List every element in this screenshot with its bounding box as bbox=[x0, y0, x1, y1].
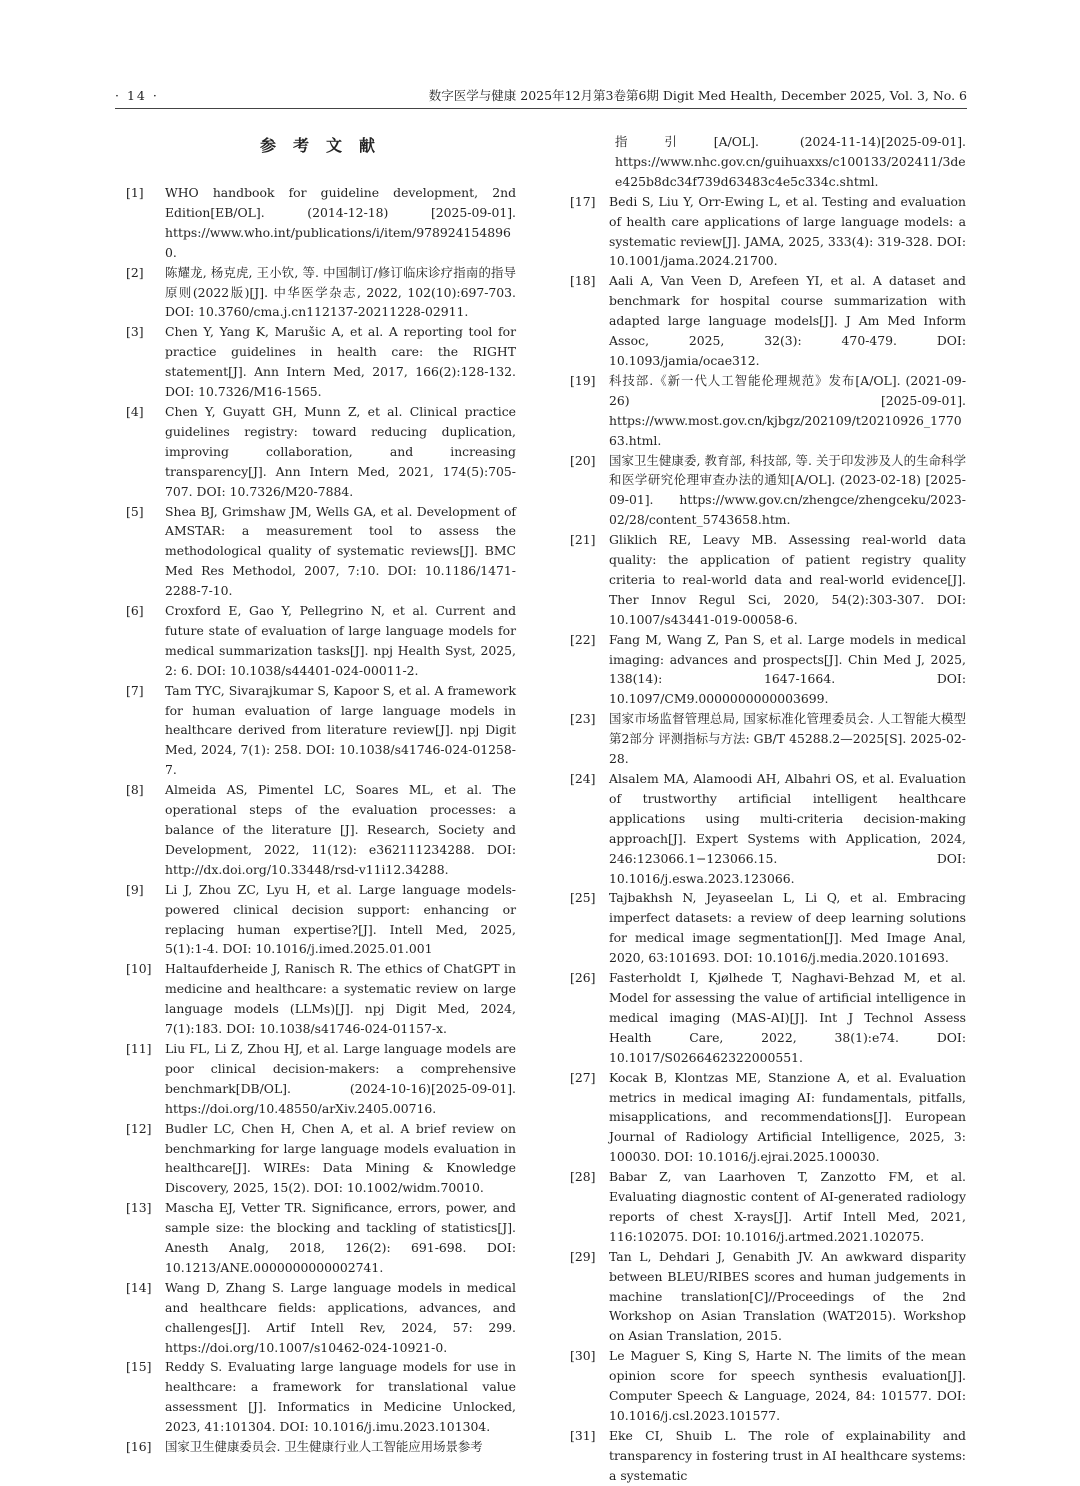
reference-number: [14] bbox=[126, 1279, 152, 1295]
reference-number: [10] bbox=[126, 961, 152, 977]
reference-text: Eke CI, Shuib L. The role of explainability and transparency in fostering trust in AI healthcare systems: a systematic bbox=[609, 1427, 966, 1483]
reference-item bbox=[126, 263, 516, 323]
reference-text: Bedi S, Liu Y, Orr-Ewing L, et al. Testing and evaluation of health care applications of large language models: a systematic review[J]. JAMA, 2025, 333(4): 319-328. DOI: 10.1001/jama.2024.21700. bbox=[609, 193, 966, 269]
reference-item bbox=[126, 601, 516, 681]
reference-text: Gliklich RE, Leavy MB. Assessing real-world data quality: the application of patient registry quality criteria to real-world data and real-world evidence[J]. Ther Innov Regul Sci, 2020, 54(2):303-307. DOI: 10.1007/s43441-019-00058-6. bbox=[609, 532, 966, 627]
reference-text: Tan L, Dehdari J, Genabith JV. An awkward disparity between BLEU/RIBES scores and human judgements in machine translation[C]//Proceedings of the 2nd Workshop on Asian Translation (WAT2015). Workshop on Asian Translation, 2015. bbox=[609, 1248, 966, 1344]
reference-number: [9] bbox=[126, 881, 144, 897]
reference-list-left bbox=[126, 183, 516, 1457]
reference-number: [21] bbox=[570, 532, 596, 548]
reference-item bbox=[570, 371, 966, 451]
left-column bbox=[126, 132, 516, 1457]
reference-item bbox=[126, 1278, 516, 1358]
section-title: 参考文献 bbox=[259, 136, 392, 155]
reference-item bbox=[126, 322, 516, 402]
reference-list-right bbox=[570, 192, 966, 1486]
reference-item bbox=[570, 630, 966, 710]
reference-item bbox=[126, 1198, 516, 1278]
reference-number: [2] bbox=[126, 264, 144, 280]
reference-item bbox=[570, 1247, 966, 1347]
reference-text: Fang M, Wang Z, Pan S, et al. Large models in medical imaging: advances and prospects[J]. Chin Med J, 2025, 138(14): 1647-1664. DOI: 10.1097/CM9.0000000000003699. bbox=[609, 631, 966, 707]
reference-number: [30] bbox=[570, 1348, 596, 1364]
reference-text: Shea BJ, Grimshaw JM, Wells GA, et al. Development of AMSTAR: a measurement tool to assess the methodological quality of systematic reviews[J]. BMC Med Res Methodol, 2007, 7:10. DOI: 10.1186/1471-2288-7-10. bbox=[165, 503, 516, 599]
reference-item bbox=[126, 681, 516, 781]
reference-item bbox=[126, 402, 516, 502]
reference-number: [18] bbox=[570, 273, 596, 289]
reference-item bbox=[570, 968, 966, 1068]
reference-text: 陈耀龙, 杨克虎, 王小钦, 等. 中国制订/修订临床诊疗指南的指导原则(2022版)[J]. 中华医学杂志, 2022, 102(10):697-703. DOI: 10.3760/cma.j.cn112137-20211228-02911. bbox=[165, 264, 516, 320]
reference-item bbox=[570, 769, 966, 888]
reference-text: Mascha EJ, Vetter TR. Significance, errors, power, and sample size: the blocking and tackling of statistics[J]. Anesth Analg, 2018, 126(2): 691-698. DOI: 10.1213/ANE.0000000000002741. bbox=[165, 1200, 516, 1275]
reference-item bbox=[126, 780, 516, 880]
reference-item bbox=[570, 1167, 966, 1247]
reference-item bbox=[570, 192, 966, 272]
reference-item bbox=[570, 451, 966, 531]
reference-item bbox=[126, 502, 516, 602]
reference-number: [19] bbox=[570, 372, 596, 388]
reference-item bbox=[570, 1426, 966, 1486]
reference-number: [17] bbox=[570, 193, 596, 209]
reference-text: 国家卫生健康委, 教育部, 科技部, 等. 关于印发涉及人的生命科学和医学研究伦理审查办法的通知[A/OL]. (2023-02-18) [2025-09-01]. https://www.gov.cn/zhengce/zhengceku/2023-02/28/content_5743658.htm. bbox=[609, 452, 966, 528]
reference-text: 国家卫生健康委员会. 卫生健康行业人工智能应用场景参考 bbox=[165, 1439, 483, 1455]
reference-item bbox=[126, 1357, 516, 1437]
reference-item bbox=[126, 1039, 516, 1119]
reference-number: [4] bbox=[126, 403, 144, 419]
reference-text: Fasterholdt I, Kjølhede T, Naghavi-Behzad M, et al. Model for assessing the value of artificial intelligence in medical imaging (MAS-AI)[J]. Int J Technol Assess Health Care, 2022, 38(1):e74. DOI: 10.1017/S0266462322000551. bbox=[609, 970, 966, 1065]
journal-citation: 数字医学与健康 2025年12月第3卷第6期 Digit Med Health, December 2025, Vol. 3, No. 6 bbox=[428, 88, 967, 103]
reference-text: Haltaufderheide J, Ranisch R. The ethics of ChatGPT in medicine and healthcare: a systematic review on large language models (LLMs)[J]. npj Digit Med, 2024, 7(1):183. DOI: 10.1038/s41746-024-01157-x. bbox=[165, 961, 516, 1037]
reference-item bbox=[570, 271, 966, 371]
reference-text: Liu FL, Li Z, Zhou HJ, et al. Large language models are poor clinical decision-makers: a comprehensive benchmark[DB/OL]. (2024-10-16)[2025-09-01]. https://doi.org/10.48550/arXiv.2405.00716. bbox=[165, 1040, 516, 1116]
right-column bbox=[570, 132, 966, 1486]
reference-item bbox=[570, 709, 966, 769]
reference-number: [28] bbox=[570, 1169, 596, 1185]
reference-item bbox=[126, 959, 516, 1039]
reference-number: [5] bbox=[126, 503, 144, 519]
reference-number: [24] bbox=[570, 771, 596, 786]
reference-item bbox=[570, 1346, 966, 1426]
reference-number: [8] bbox=[126, 782, 144, 798]
page-number: · 14 · bbox=[115, 88, 159, 103]
reference-item bbox=[570, 888, 966, 968]
reference-text: Chen Y, Yang K, Marušic A, et al. A reporting tool for practice guidelines in health care: the RIGHT statement[J]. Ann Intern Med, 2017, 166(2):128-132. DOI: 10.7326/M16-1565. bbox=[165, 324, 516, 400]
reference-text: Tajbakhsh N, Jeyaseelan L, Li Q, et al. Embracing imperfect datasets: a review of deep learning solutions for medical image segmentation[J]. Med Image Anal, 2020, 63:101693. DOI: 10.1016/j.media.2020.101693. bbox=[609, 890, 966, 966]
reference-text: Li J, Zhou ZC, Lyu H, et al. Large language models-powered clinical decision support: enhancing or replacing human expertise?[J]. Intell Med, 2025, 5(1):1-4. DOI: 10.1016/j.imed.2025.01.001 bbox=[165, 881, 516, 957]
reference-text: Babar Z, van Laarhoven T, Zanzotto FM, et al. Evaluating diagnostic content of AI-generated radiology reports of chest X-rays[J]. Artif Intell Med, 2021, 116:102075. DOI: 10.1016/j.artmed.2021.102075. bbox=[609, 1169, 966, 1244]
reference-text: Budler LC, Chen H, Chen A, et al. A brief review on benchmarking for large language models evaluation in healthcare[J]. WIREs: Data Mining & Knowledge Discovery, 2025, 15(2). DOI: 10.1002/widm.70010. bbox=[165, 1120, 516, 1196]
reference-item bbox=[126, 880, 516, 960]
reference-item bbox=[570, 530, 966, 630]
reference-number: [27] bbox=[570, 1069, 596, 1085]
reference-item bbox=[570, 1068, 966, 1168]
reference-text: 国家市场监督管理总局, 国家标准化管理委员会. 人工智能大模型第2部分 评测指标与方法: GB/T 45288.2—2025[S]. 2025-02-28. bbox=[609, 711, 966, 767]
reference-text: Tam TYC, Sivarajkumar S, Kapoor S, et al. A framework for human evaluation of large language models in healthcare derived from literature review[J]. npj Digit Med, 2024, 7(1): 258. DOI: 10.1038/s41746-024-01258-7. bbox=[165, 682, 516, 778]
reference-number: [12] bbox=[126, 1120, 152, 1136]
reference-text: Almeida AS, Pimentel LC, Soares ML, et al. The operational steps of the evaluation processes: a balance of the literature [J]. Research, Society and Development, 2022, 11(12): e362111234288. DOI: http://dx.doi.org/10.33448/rsd-v11i12.34288. bbox=[165, 782, 516, 877]
reference-number: [29] bbox=[570, 1248, 596, 1264]
reference-text: Aali A, Van Veen D, Arefeen YI, et al. A dataset and benchmark for hospital course summarization with adapted large language models[J]. J Am Med Inform Assoc, 2025, 32(3): 470-479. DOI: 10.1093/jamia/ocae312. bbox=[609, 273, 966, 368]
reference-text: Wang D, Zhang S. Large language models in medical and healthcare fields: applications, advances, and challenges[J]. Artif Intell Rev, 2024, 57: 299. https://doi.org/10.1007/s10462-024-10921-0. bbox=[165, 1279, 516, 1355]
reference-number: [23] bbox=[570, 711, 596, 727]
reference-text: Kocak B, Klontzas ME, Stanzione A, et al. Evaluation metrics in medical imaging AI: fundamentals, pitfalls, misapplications, and recommendations[J]. European Journal of Radiology Artificial Intelligence, 2025, 3: 100030. DOI: 10.1016/j.ejrai.2025.100030. bbox=[609, 1069, 966, 1165]
reference-number: [11] bbox=[126, 1040, 152, 1056]
reference-text: Reddy S. Evaluating large language models for use in healthcare: a framework for translational value assessment [J]. Informatics in Medicine Unlocked, 2023, 41:101304. DOI: 10.1016/j.imu.2023.101304. bbox=[165, 1359, 516, 1435]
reference-text: Le Maguer S, King S, Harte N. The limits of the mean opinion score for speech synthesis evaluation[J]. Computer Speech & Language, 2024, 84: 101577. DOI: 10.1016/j.csl.2023.101577. bbox=[609, 1348, 966, 1423]
reference-number: [16] bbox=[126, 1439, 152, 1455]
reference-text: 科技部.《新一代人工智能伦理规范》发布[A/OL]. (2021-09-26) [2025-09-01]. https://www.most.gov.cn/kjbgz/202109/t20210926_177063.html. bbox=[609, 372, 966, 448]
reference-number: [7] bbox=[126, 682, 144, 698]
reference-text: Croxford E, Gao Y, Pellegrino N, et al. Current and future state of evaluation of large language models for medical summarization tasks[J]. npj Health Syst, 2025, 2: 6. DOI: 10.1038/s44401-024-00011-2. bbox=[165, 603, 516, 678]
reference-item bbox=[126, 1437, 516, 1457]
reference-16-continuation: 指引[A/OL]. (2024-11-14)[2025-09-01]. https://www.nhc.gov.cn/guihuaxxs/c100133/202411/3dee425b8dc34f739d63483c4e5c334c.shtml. bbox=[615, 134, 966, 189]
reference-number: [20] bbox=[570, 452, 596, 468]
reference-number: [13] bbox=[126, 1200, 152, 1216]
reference-number: [1] bbox=[126, 185, 144, 200]
reference-text: Chen Y, Guyatt GH, Munn Z, et al. Clinical practice guidelines registry: toward reducing duplication, improving collaboration, and increasing transparency[J]. Ann Intern Med, 2021, 174(5):705-707. DOI: 10.7326/M20-7884. bbox=[165, 403, 516, 499]
running-header bbox=[115, 86, 967, 109]
reference-number: [31] bbox=[570, 1427, 596, 1443]
reference-item bbox=[126, 183, 516, 263]
reference-item bbox=[126, 1119, 516, 1199]
reference-number: [6] bbox=[126, 603, 144, 619]
reference-text: Alsalem MA, Alamoodi AH, Albahri OS, et al. Evaluation of trustworthy artificial intelligent healthcare applications using multi-criteria decision-making approach[J]. Expert Systems with Application, 2024, 246:123066.1−123066.15. DOI: 10.1016/j.eswa.2023.123066. bbox=[609, 771, 966, 886]
reference-text: WHO handbook for guideline development, 2nd Edition[EB/OL]. (2014-12-18) [2025-09-01]. https://www.who.int/publications/i/item/9789241548960. bbox=[165, 185, 516, 260]
reference-number: [26] bbox=[570, 970, 596, 986]
reference-number: [22] bbox=[570, 631, 596, 647]
reference-number: [25] bbox=[570, 890, 596, 906]
reference-number: [3] bbox=[126, 324, 144, 340]
reference-number: [15] bbox=[126, 1359, 152, 1375]
